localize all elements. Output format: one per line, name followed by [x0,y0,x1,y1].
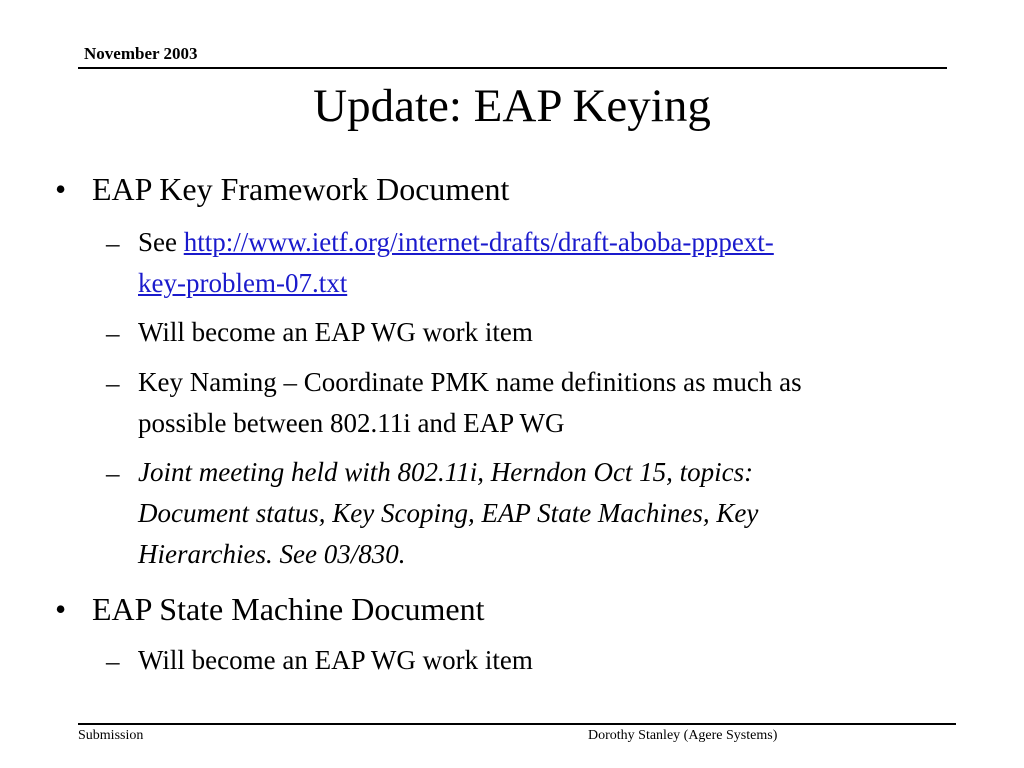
dash-marker: – [106,228,120,258]
sub-item-line: Will become an EAP WG work item [138,645,533,675]
dash-marker: – [106,318,120,348]
sub-item-line: Will become an EAP WG work item [138,317,533,347]
draft-link-line-1[interactable]: http://www.ietf.org/internet-drafts/draft-aboba-pppext- [183,227,774,257]
sub-item-line: possible between 802.11i and EAP WG [138,408,565,438]
sub-item-line: Joint meeting held with 802.11i, Herndon Oct 15, topics: [138,457,754,487]
bullet-marker: • [55,591,67,627]
sub-item-work-item [138,312,988,353]
dash-marker: – [106,646,120,676]
footer-author: Dorothy Stanley (Agere Systems) [588,728,778,743]
header-date: November 2003 [84,44,198,63]
draft-link-line-2[interactable]: key-problem-07.txt [138,268,348,298]
sub-item-joint-meeting [138,452,988,575]
see-prefix: See [138,227,184,257]
dash-marker: – [106,458,120,488]
dash-marker: – [106,368,120,398]
sub-item-line: Key Naming – Coordinate PMK name definitions as much as [138,367,802,397]
sub-item-see-link [138,222,988,304]
slide-title: Update: EAP Keying [313,80,711,132]
sub-item-work-item [138,640,988,681]
footer-divider [78,723,956,725]
sub-item-key-naming [138,362,988,444]
bullet-state-machine-document: EAP State Machine Document [92,591,485,627]
sub-item-line: Hierarchies. See 03/830. [138,539,406,569]
sub-item-line: Document status, Key Scoping, EAP State Machines, Key [138,498,759,528]
bullet-key-framework-document: EAP Key Framework Document [92,171,510,207]
bullet-marker: • [55,171,67,207]
footer-submission: Submission [78,728,144,743]
